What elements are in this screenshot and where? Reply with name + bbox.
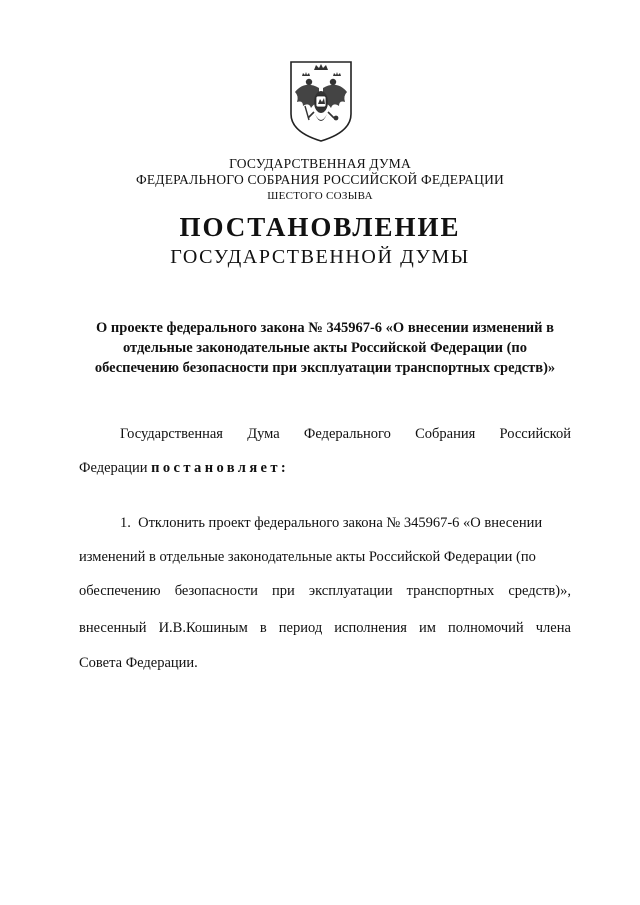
clause-word: внесенный — [79, 620, 147, 636]
subject-line: отдельные законодательные акты Российской Федерации (по — [122, 340, 528, 356]
clause-word: им — [419, 620, 436, 636]
preamble-line-1 — [120, 426, 571, 443]
preamble-word: Собрания — [415, 426, 476, 442]
header-org-line-2: ФЕДЕРАЛЬНОГО СОБРАНИЯ РОССИЙСКОЙ ФЕДЕРАЦИИ — [136, 172, 504, 187]
clause-number: 1. — [120, 515, 131, 531]
clause-word: безопасности — [174, 583, 258, 599]
preamble-word: Российской — [499, 426, 571, 442]
clause-word: при — [272, 583, 295, 599]
russian-coat-of-arms-icon — [287, 58, 355, 144]
clause-word: транспортных — [406, 583, 495, 599]
clause-1-line-1 — [120, 515, 542, 532]
header-org-line-1: ГОСУДАРСТВЕННАЯ ДУМА — [229, 156, 411, 171]
resolves-verb: постановляет: — [151, 460, 290, 476]
preamble-word: Государственная — [120, 426, 223, 442]
clause-word: период — [278, 620, 323, 636]
preamble-word: Дума — [247, 426, 280, 442]
clause-word: члена — [535, 620, 571, 636]
resolution-subject — [80, 318, 570, 378]
clause-1-line-4 — [79, 620, 571, 637]
clause-1-line-5: Совета Федерации. — [79, 655, 198, 671]
clause-word: эксплуатации — [308, 583, 393, 599]
document-issuer: ГОСУДАРСТВЕННОЙ ДУМЫ — [170, 246, 470, 268]
clause-text: Отклонить проект федерального закона № 345967-6 «О внесении — [138, 515, 543, 531]
preamble-word: Федерального — [303, 426, 391, 442]
clause-1-line-2: изменений в отдельные законодательные акты Российской Федерации (по — [79, 549, 536, 565]
preamble-federation: Федерации — [79, 460, 148, 476]
subject-line: О проекте федерального закона № 345967-6 «О внесении изменений в — [96, 320, 554, 336]
document-type-title: ПОСТАНОВЛЕНИЕ — [179, 212, 461, 242]
clause-word: полномочий — [448, 620, 524, 636]
clause-word: в — [259, 620, 267, 636]
preamble-line-2 — [79, 460, 289, 477]
header-convocation: ШЕСТОГО СОЗЫВА — [267, 190, 373, 202]
subject-line: обеспечению безопасности при эксплуатации транспортных средств)» — [94, 360, 556, 376]
clause-word: обеспечению — [79, 583, 161, 599]
clause-word: средств)», — [508, 583, 571, 599]
clause-word: И.В.Кошиным — [158, 620, 248, 636]
clause-1-line-3 — [79, 583, 571, 600]
clause-word: исполнения — [334, 620, 407, 636]
